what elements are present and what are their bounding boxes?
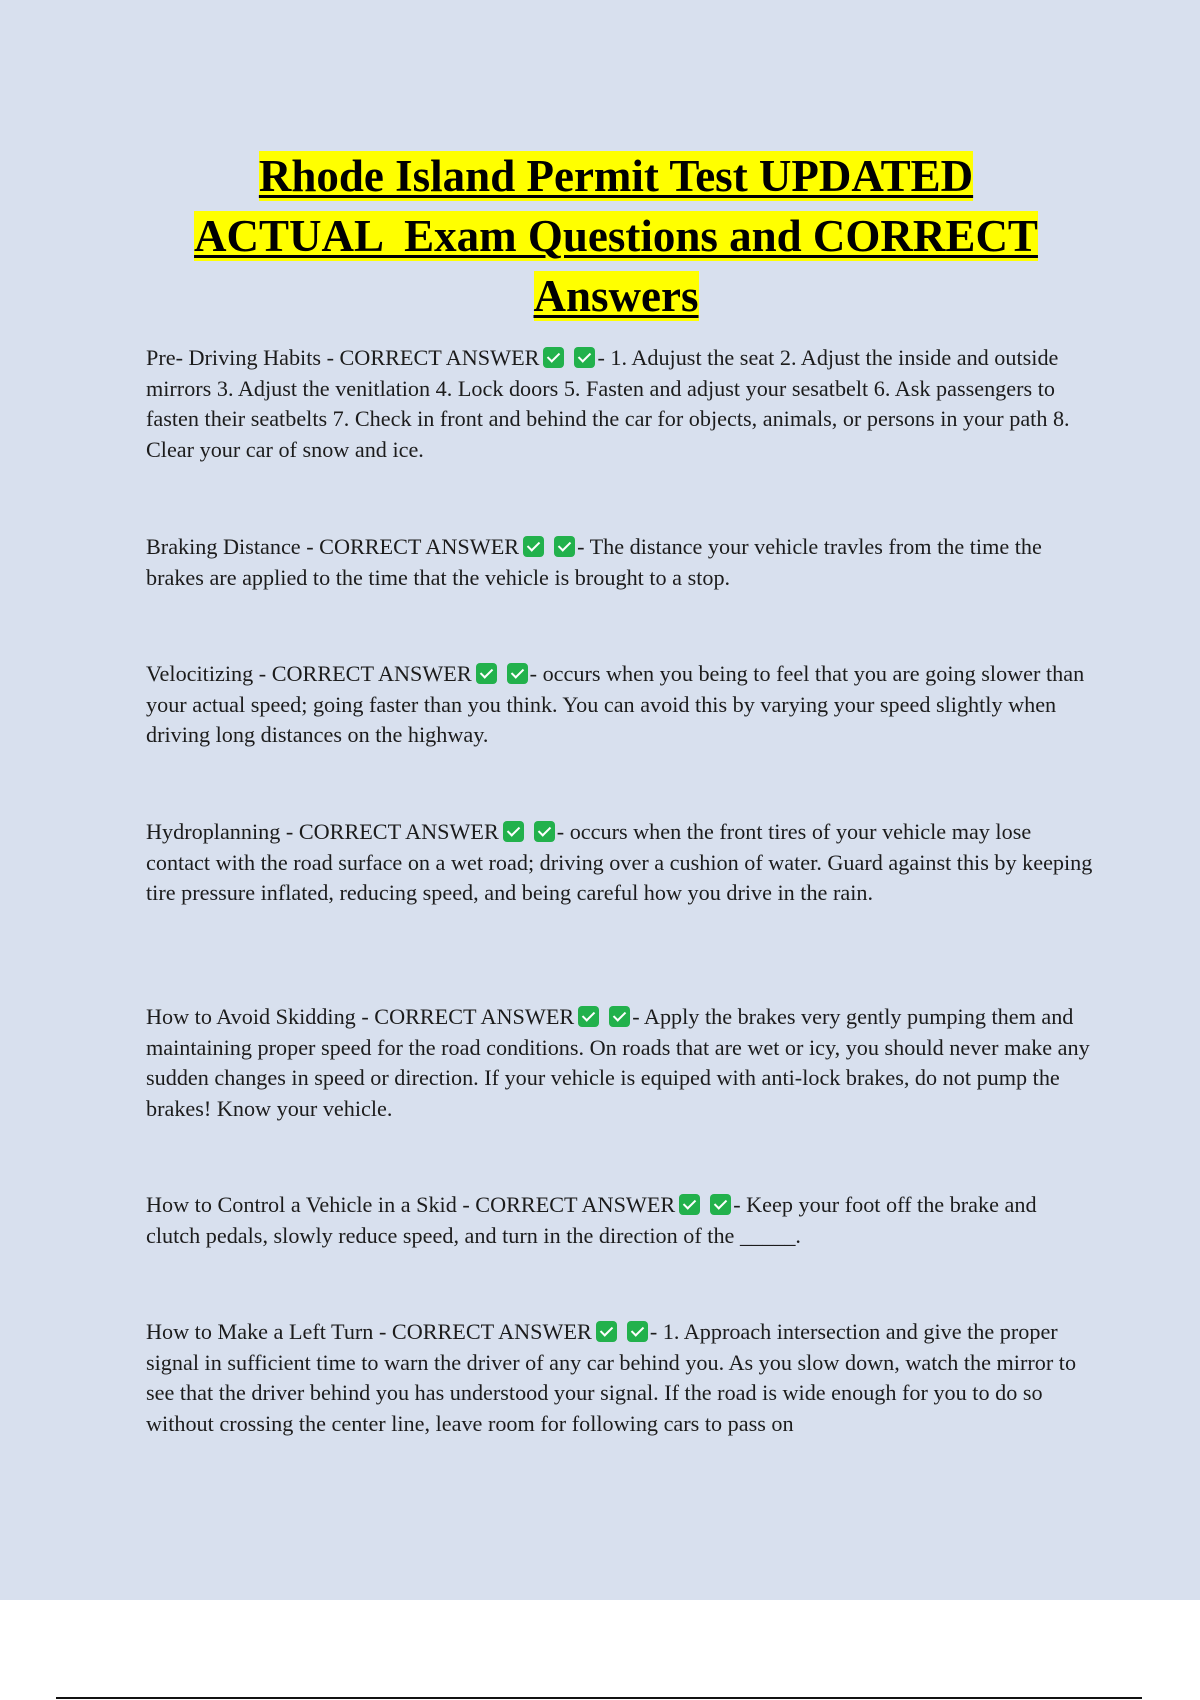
check-icon: [578, 1006, 599, 1027]
entry-answer: 1. Approach intersection and give the proper signal in sufficient time to warn the driver of any car behind you. As you slow down, watch the mirror to see that the driver behind you has understood your signal. If the road is wide enough for you to do so without crossing the center line, leave room for following cars to pass on: [146, 1319, 1077, 1436]
check-icon: [503, 821, 524, 842]
qa-entry-pre-driving-habits: Pre- Driving Habits - CORRECT ANSWER - 1. Adujust the seat 2. Adjust the inside and outside mirrors 3. Adjust the venitlation 4. Lock doors 5. Fasten and adjust your sesatbelt 6. Ask passengers to fasten their seatbelts 7. Check in front and behind the car for objects, animals, or persons in your path 8. Clear your car of snow and ice.: [146, 345, 1070, 462]
check-icon: [710, 1194, 731, 1215]
check-icon: [476, 663, 497, 684]
entry-answer: occurs when you being to feel that you are going slower than your actual speed; going faster than you think. You can avoid this by varying your speed slightly when driving long distances on the highway.: [146, 661, 1085, 747]
entry-term: How to Make a Left Turn: [146, 1319, 374, 1344]
entry-term: Hydroplanning: [146, 819, 281, 844]
title-line-2: ACTUAL Exam Questions and CORRECT: [194, 211, 1038, 261]
check-icon: [627, 1321, 648, 1342]
qa-entry-control-skid: How to Control a Vehicle in a Skid - CORRECT ANSWER - Keep your foot off the brake and clutch pedals, slowly reduce speed, and turn in the direction of the _____.: [146, 1192, 1037, 1248]
answer-marker: CORRECT ANSWER: [475, 1192, 676, 1217]
answer-marker: CORRECT ANSWER: [339, 345, 540, 370]
check-icon: [596, 1321, 617, 1342]
check-icon: [554, 536, 575, 557]
check-icon: [534, 821, 555, 842]
answer-marker: CORRECT ANSWER: [374, 1004, 575, 1029]
answer-marker: CORRECT ANSWER: [298, 819, 499, 844]
entry-answer: Apply the brakes very gently pumping them and maintaining proper speed for the road conditions. On roads that are wet or icy, you should never make any sudden changes in speed or direction. If your vehicle is equiped with anti-lock brakes, do not pump the brakes! Know your vehicle.: [146, 1004, 1090, 1121]
entry-answer: Keep your foot off the brake and clutch pedals, slowly reduce speed, and turn in the direction of the _____.: [146, 1192, 1037, 1248]
answer-marker: CORRECT ANSWER: [391, 1319, 592, 1344]
qa-entry-avoid-skidding: How to Avoid Skidding - CORRECT ANSWER - Apply the brakes very gently pumping them and maintaining proper speed for the road conditions. On roads that are wet or icy, you should never make any sudden changes in speed or direction. If your vehicle is equiped with anti-lock brakes, do not pump the brakes! Know your vehicle.: [146, 1004, 1090, 1121]
entry-term: Braking Distance: [146, 534, 301, 559]
check-icon: [523, 536, 544, 557]
answer-marker: CORRECT ANSWER: [319, 534, 520, 559]
answer-marker: CORRECT ANSWER: [271, 661, 472, 686]
entry-answer: 1. Adujust the seat 2. Adjust the inside and outside mirrors 3. Adjust the venitlation 4. Lock doors 5. Fasten and adjust your sesatbelt 6. Ask passengers to fasten their seatbelts 7. Check in front and behind the car for objects, animals, or persons in your path 8. Clear your car of snow and ice.: [146, 345, 1070, 462]
entry-term: Pre- Driving Habits: [146, 345, 322, 370]
title-line-3: Answers: [533, 271, 699, 321]
entry-term: Velocitizing: [146, 661, 254, 686]
qa-entry-hydroplanning: Hydroplanning - CORRECT ANSWER - occurs when the front tires of your vehicle may lose contact with the road surface on a wet road; driving over a cushion of water. Guard against this by keeping tire pressure inflated, reducing speed, and being careful how you drive in the rain.: [146, 819, 1093, 905]
qa-entry-velocitizing: Velocitizing - CORRECT ANSWER - occurs when you being to feel that you are going slower than your actual speed; going faster than you think. You can avoid this by varying your speed slightly when driving long distances on the highway.: [146, 661, 1085, 747]
entry-answer: The distance your vehicle travles from the time the brakes are applied to the time that the vehicle is brought to a stop.: [146, 534, 1042, 590]
qa-entry-braking-distance: Braking Distance - CORRECT ANSWER - The distance your vehicle travles from the time the brakes are applied to the time that the vehicle is brought to a stop.: [146, 534, 1042, 590]
check-icon: [609, 1006, 630, 1027]
check-icon: [574, 347, 595, 368]
title-line-1: Rhode Island Permit Test UPDATED: [258, 151, 974, 201]
check-icon: [679, 1194, 700, 1215]
entry-term: How to Control a Vehicle in a Skid: [146, 1192, 457, 1217]
footer-divider: [56, 1697, 1142, 1699]
page-title: [140, 146, 1092, 326]
qa-entry-left-turn: How to Make a Left Turn - CORRECT ANSWER - 1. Approach intersection and give the proper signal in sufficient time to warn the driver of any car behind you. As you slow down, watch the mirror to see that the driver behind you has understood your signal. If the road is wide enough for you to do so without crossing the center line, leave room for following cars to pass on: [146, 1319, 1077, 1436]
check-icon: [543, 347, 564, 368]
entry-term: How to Avoid Skidding: [146, 1004, 356, 1029]
entry-answer: occurs when the front tires of your vehicle may lose contact with the road surface on a wet road; driving over a cushion of water. Guard against this by keeping tire pressure inflated, reducing speed, and being careful how you drive in the rain.: [146, 819, 1093, 905]
check-icon: [507, 663, 528, 684]
